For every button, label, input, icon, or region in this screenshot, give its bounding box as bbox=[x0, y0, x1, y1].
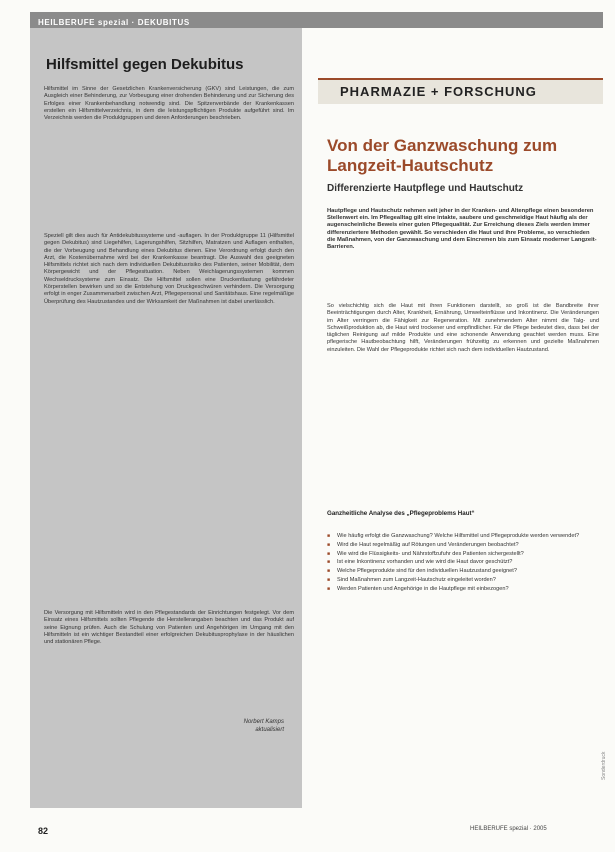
article-column bbox=[318, 28, 603, 818]
box-title: Hilfsmittel gegen Dekubitus bbox=[46, 56, 244, 73]
article-title: Von der Ganzwaschung zum Langzeit-Hautschutz bbox=[327, 136, 558, 175]
list-item: ■ Wird die Haut regelmäßig auf Rötungen und Veränderungen beobachtet? bbox=[327, 542, 599, 549]
article-body: So vielschichtig sich die Haut mit ihren Funktionen darstellt, so groß ist die Bandbreite ihrer Beeinträchtigungen durch Alter, Krankheit, Ernährung, Umwelteinflüsse und Inkontinenz. Die Veränderungen im Alter verringern die Fähigkeit zur Regeneration. Mit zunehmendem Alter nimmt die Talg- und Schweißproduktion ab, die Haut wird trockener und empfindlicher. Für die Pflege bedeutet dies, dass bei der täglichen Reinigung auf milde Produkte und eine schonende Anwendung geachtet werden muss. Eine pflegerische Hautbeobachtung hilft, Veränderungen frühzeitig zu erkennen und gezielte Maßnahmen einzuleiten. Die Wahl der Pflegeprodukte richtet sich nach dem individuellen Hautzustand. bbox=[327, 303, 599, 353]
author-signature bbox=[164, 718, 284, 734]
page-number: 82 bbox=[38, 826, 49, 836]
running-head: HEILBERUFE spezial · DEKUBITUS bbox=[38, 18, 190, 27]
section-banner bbox=[318, 78, 603, 104]
list-item: ■ Werden Patienten und Angehörige in die Hautpflege mit einbezogen? bbox=[327, 586, 599, 593]
author-name: Norbert Kamps bbox=[243, 719, 284, 725]
list-item: ■ Wie häufig erfolgt die Ganzwaschung? Welche Hilfsmittel und Pflegeprodukte werden verwendet? bbox=[327, 533, 599, 540]
author-note: aktualisiert bbox=[255, 727, 284, 733]
section-heading: Ganzheitliche Analyse des „Pflegeproblems Haut“ bbox=[327, 510, 475, 517]
article-subtitle: Differenzierte Hautpflege und Hautschutz bbox=[327, 183, 524, 194]
magazine-footer: HEILBERUFE spezial · 2005 bbox=[470, 826, 547, 832]
section-banner-label: PHARMAZIE + FORSCHUNG bbox=[340, 84, 537, 99]
article-intro: Hautpflege und Hautschutz nehmen seit jeher in der Kranken- und Altenpflege einen besonderen Stellenwert ein. Im Pflegealltag gilt eine intakte, saubere und geschmeidige Haut häufig als der augenscheinliche Beweis einer guten Pflegequalität. Zur Erreichung dieses Ziels werden immer differenziertere Methoden gewählt. So verschieden die Haut und ihre Probleme, so verschieden die Maßnahmen, von der Ganzwaschung und dem Eincremen bis zum Einsatz moderner Langzeit-Barrieren. bbox=[327, 208, 597, 251]
list-item: ■ Welche Pflegeprodukte sind für den individuellen Hautzustand geeignet? bbox=[327, 568, 599, 575]
box-paragraph-3: Die Versorgung mit Hilfsmitteln wird in den Pflegestandards der Einrichtungen festgelegt. Vor dem Einsatz eines Hilfsmittels sollten Pflegende die Herstellerangaben beachten und das Produkt auf seine Eignung prüfen. Auch die Schulung von Patienten und Angehörigen im Umgang mit den Hilfsmitteln ist ein wichtiger Bestandteil einer erfolgreichen Dekubitusprophylaxe in der häuslichen und stationären Pflege. bbox=[44, 610, 294, 646]
hilfsmittel-box bbox=[30, 28, 302, 808]
analysis-list bbox=[327, 533, 599, 595]
running-head-bar bbox=[30, 12, 603, 28]
list-item: ■ Sind Maßnahmen zum Langzeit-Hautschutz eingeleitet worden? bbox=[327, 577, 599, 584]
side-note: Sonderdruck bbox=[601, 751, 607, 780]
list-item: ■ Wie wird die Flüssigkeits- und Nährstoffzufuhr des Patienten sichergestellt? bbox=[327, 551, 599, 558]
list-item: ■ Ist eine Inkontinenz vorhanden und wie wird die Haut davor geschützt? bbox=[327, 559, 599, 566]
box-paragraph-1: Hilfsmittel im Sinne der Gesetzlichen Krankenversicherung (GKV) sind Leistungen, die zum Ausgleich einer Behinderung, zur Vorbeugung einer drohenden Behinderung und zur Sicherung des Erfolges einer Krankenbehandlung notwendig sind. Die Spitzenverbände der Krankenkassen erstellen ein Hilfsmittelverzeichnis, in dem die leistungspflichtigen Produkte aufgeführt sind. Im Verzeichnis werden die Produktgruppen und deren Anforderungen beschrieben. bbox=[44, 86, 294, 122]
box-paragraph-2: Speziell gilt dies auch für Antidekubitussysteme und -auflagen. In der Produktgruppe 11 (Hilfsmittel gegen Dekubitus) sind Liegehilfen, Lagerungshilfen, Sitzhilfen, Matratzen und Auflagen enthalten, die der Vorbeugung und Behandlung eines Dekubitus dienen. Eine Verordnung erfolgt durch den Arzt, die Kostenübernahme wird bei der Krankenkasse beantragt. Die Auswahl des geeigneten Hilfsmittels richtet sich nach dem individuellen Dekubitusrisiko des Patienten, seiner Mobilität, dem Körpergewicht und der Pflegesituation. Neben Weichlagerungssystemen kommen Wechseldrucksysteme zum Einsatz. Die Hilfsmittel sollen eine Druckentlastung gefährdeter Körperstellen bewirken und so die Entstehung von Druckgeschwüren verhindern. Die Versorgung erfolgt in enger Zusammenarbeit zwischen Arzt, Pflegepersonal und Sanitätshaus. Eine regelmäßige Überprüfung des Hautzustandes und der Wirksamkeit der Maßnahmen ist dabei unerlässlich. bbox=[44, 233, 294, 305]
